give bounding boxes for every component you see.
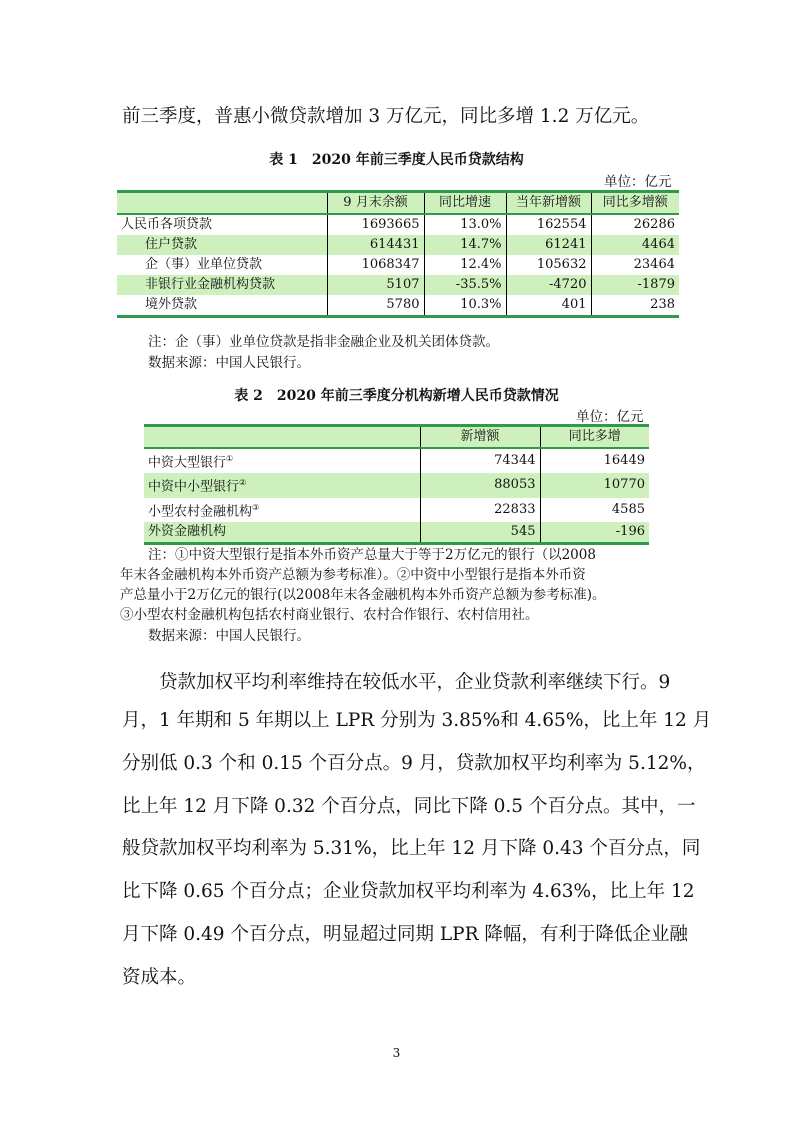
table2-unit: 单位：亿元 — [576, 409, 644, 425]
table2-caption: 表 2 2020 年前三季度分机构新增人民币贷款情况 — [234, 388, 559, 404]
table-cell: 545 — [420, 522, 540, 544]
row-label-text: 中资中小型银行 — [148, 479, 240, 495]
table-cell: 88053 — [420, 473, 540, 497]
table-cell: -1879 — [591, 275, 679, 295]
row-label — [144, 498, 420, 522]
page-number: 3 — [392, 1046, 401, 1060]
body-line: 般贷款加权平均利率为 5.31%，比上年 12 月下降 0.43 个百分点，同 — [122, 838, 701, 859]
row-label-text: 中资大型银行 — [148, 455, 227, 471]
table1-unit: 单位：亿元 — [604, 174, 672, 190]
table2-header-row — [144, 426, 649, 449]
table2 — [144, 424, 649, 545]
table2-header-cell — [144, 426, 420, 449]
body-line: 月，1 年期和 5 年期以上 LPR 分别为 3.85%和 4.65%，比上年 12 月 — [122, 710, 712, 731]
body-line: 分别低 0.3 个和 0.15 个百分点。9 月，贷款加权平均利率为 5.12%， — [122, 753, 706, 774]
table1-header-cell: 9 月末余额 — [327, 192, 424, 215]
row-label — [144, 448, 420, 473]
table1-header-row — [117, 192, 679, 215]
table2-note-line: 年末各金融机构本外币资产总额为参考标准）。②中资中小型银行是指本外币资 — [120, 567, 586, 583]
body-line: 比下降 0.65 个百分点；企业贷款加权平均利率为 4.63%，比上年 12 — [122, 881, 695, 902]
table-cell: 1693665 — [327, 214, 424, 235]
table-cell: 22833 — [420, 498, 540, 522]
body-line: 月下降 0.49 个百分点，明显超过同期 LPR 降幅，有利于降低企业融 — [122, 924, 688, 945]
table-cell: -4720 — [506, 275, 591, 295]
table-cell: 238 — [591, 295, 679, 317]
table-cell: 10770 — [540, 473, 649, 497]
table-cell: 1068347 — [327, 255, 424, 275]
table-row — [117, 275, 679, 295]
table1-caption: 表 1 2020 年前三季度人民币贷款结构 — [269, 152, 524, 168]
table1-note: 注：企（事）业单位贷款是指非金融企业及机关团体贷款。 — [148, 334, 499, 350]
table1-header-cell — [117, 192, 327, 215]
row-label — [144, 522, 420, 544]
table1-source: 数据来源：中国人民银行。 — [148, 355, 310, 371]
footnote-marker: ① — [226, 454, 234, 463]
row-label: 境外贷款 — [145, 297, 198, 312]
table-cell: 105632 — [506, 255, 591, 275]
table-cell: 16449 — [540, 448, 649, 473]
body-line: 比上年 12 月下降 0.32 个百分点，同比下降 0.5 个百分点。其中，一 — [122, 796, 696, 817]
table2-source: 数据来源：中国人民银行。 — [148, 628, 310, 644]
table1-header-cell: 同比多增额 — [591, 192, 679, 215]
table2-header-cell: 同比多增 — [540, 426, 649, 449]
table-cell: 4585 — [540, 498, 649, 522]
footnote-marker: ② — [239, 478, 247, 488]
table-cell: 614431 — [327, 235, 424, 255]
table-row — [117, 255, 679, 275]
table-cell: 5107 — [327, 275, 424, 295]
intro-paragraph: 前三季度，普惠小微贷款增加 3 万亿元，同比多增 1.2 万亿元。 — [122, 106, 650, 127]
table1-header-cell: 当年新增额 — [506, 192, 591, 215]
table-cell: -196 — [540, 522, 649, 544]
table2-note-line: 产总量小于2万亿元的银行(以2008年末各金融机构本外币资产总额为参考标准)。 — [120, 587, 606, 603]
table-cell: 23464 — [591, 255, 679, 275]
table-cell: 10.3% — [424, 295, 506, 317]
row-label: 企（事）业单位贷款 — [145, 257, 263, 272]
table-row — [144, 522, 649, 544]
table-row — [144, 498, 649, 522]
table-cell: 74344 — [420, 448, 540, 473]
row-label-text: 外资金融机构 — [148, 523, 227, 539]
table-row — [144, 448, 649, 473]
table-cell: 14.7% — [424, 235, 506, 255]
table2-note-line: 注：①中资大型银行是指本外币资产总量大于等于2万亿元的银行（以2008 — [148, 547, 596, 563]
table-cell: 401 — [506, 295, 591, 317]
table-row — [117, 214, 679, 235]
body-line: 资成本。 — [122, 967, 197, 988]
table2-header-cell: 新增额 — [420, 426, 540, 449]
table-cell: 4464 — [591, 235, 679, 255]
table2-note-line: ③小型农村金融机构包括农村商业银行、农村合作银行、农村信用社。 — [120, 607, 539, 623]
table-cell: 61241 — [506, 235, 591, 255]
table-cell: -35.5% — [424, 275, 506, 295]
table-cell: 13.0% — [424, 214, 506, 235]
row-label — [144, 473, 420, 497]
row-label: 非银行业金融机构贷款 — [117, 275, 327, 295]
table-row — [144, 473, 649, 497]
table-cell: 162554 — [506, 214, 591, 235]
table-row — [117, 235, 679, 255]
table-row — [117, 295, 679, 317]
row-label-text: 小型农村金融机构 — [148, 503, 253, 519]
body-line: 贷款加权平均利率维持在较低水平，企业贷款利率继续下行。9 — [122, 672, 671, 693]
footnote-marker: ③ — [252, 502, 260, 512]
table1-header-cell: 同比增速 — [424, 192, 506, 215]
table-cell: 26286 — [591, 214, 679, 235]
row-label: 人民币各项贷款 — [121, 217, 213, 232]
table-cell: 5780 — [327, 295, 424, 317]
table-cell: 12.4% — [424, 255, 506, 275]
row-label: 住户贷款 — [117, 235, 327, 255]
table1 — [117, 190, 679, 318]
